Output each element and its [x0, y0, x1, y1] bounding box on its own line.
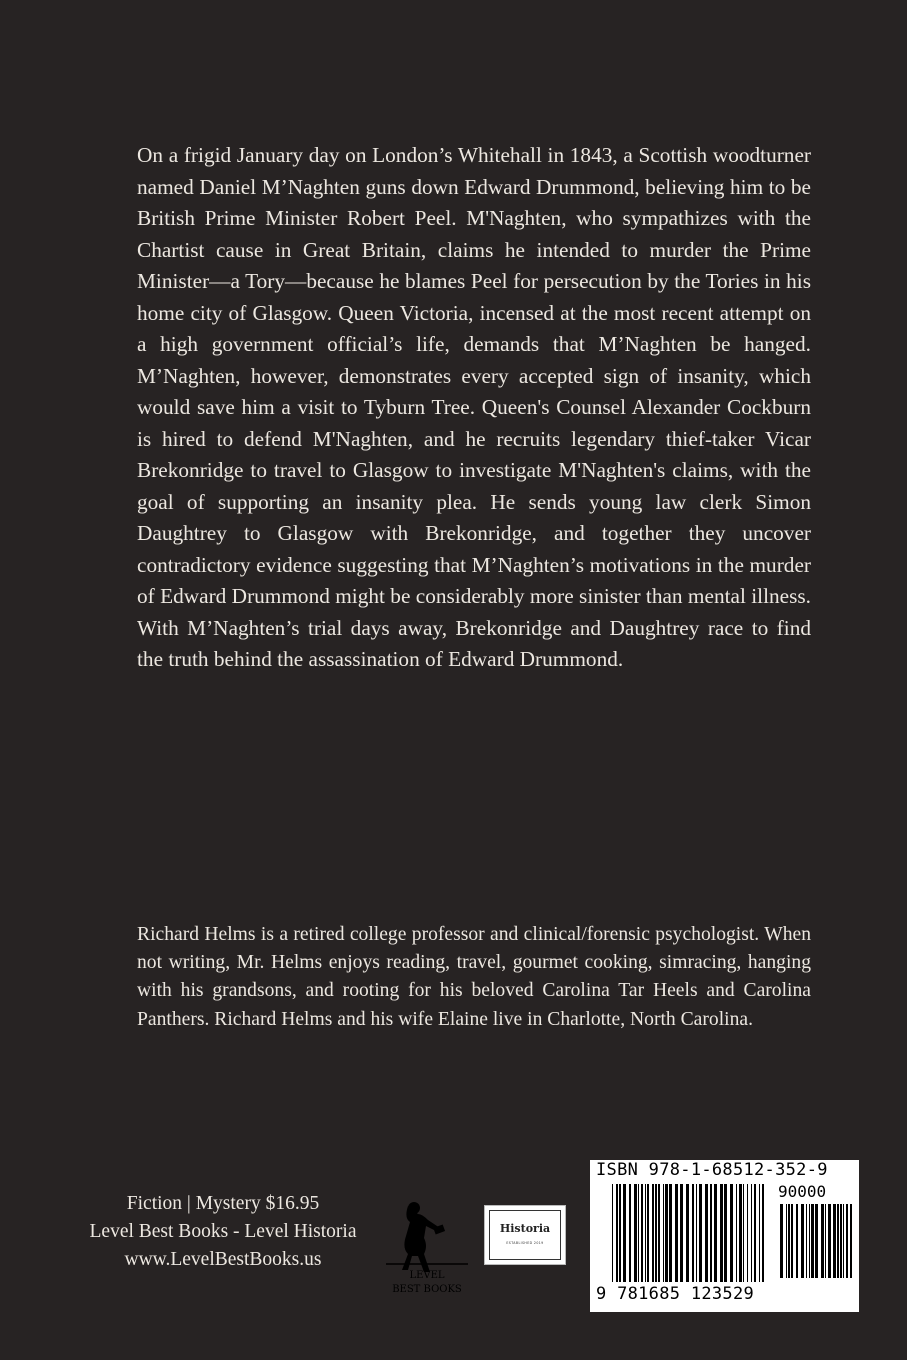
barcode-bar	[699, 1184, 702, 1282]
imprint-info	[40, 1190, 406, 1274]
barcode-bar	[821, 1204, 824, 1278]
barcode-bar	[846, 1204, 848, 1278]
barcode-bar	[641, 1184, 643, 1282]
barcode-bar	[652, 1184, 654, 1282]
barcode-bar	[780, 1204, 783, 1278]
barcode-bar	[751, 1184, 752, 1282]
level-historia-logo	[484, 1205, 566, 1265]
barcode-bar	[645, 1184, 646, 1282]
barcode-bar	[833, 1204, 836, 1278]
svg-text:LEVEL: LEVEL	[409, 1270, 445, 1281]
barcode-bar	[714, 1184, 717, 1282]
barcode-bar	[619, 1184, 621, 1282]
barcode-bar	[634, 1184, 637, 1282]
barcode-bar	[786, 1204, 787, 1278]
barcode-bar	[616, 1184, 618, 1282]
barcode-bar	[638, 1184, 639, 1282]
barcode-bar	[720, 1184, 723, 1282]
barcode-bar	[655, 1184, 657, 1282]
barcode-bar	[696, 1184, 697, 1282]
barcode-bar	[675, 1184, 678, 1282]
barcode-bar	[825, 1204, 826, 1278]
historia-wordmark: Historia	[499, 1222, 551, 1235]
isbn-label: ISBN 978-1-68512-352-9	[596, 1160, 828, 1180]
barcode-addon-digits: 90000	[778, 1182, 827, 1201]
barcode-bar	[730, 1184, 733, 1282]
barcode-bar	[710, 1184, 712, 1282]
historia-established: ESTABLISHED 2019	[506, 1241, 544, 1245]
barcode-bar	[840, 1204, 842, 1278]
barcode-bar	[736, 1184, 737, 1282]
category-price: Fiction | Mystery $16.95	[126, 1193, 320, 1214]
barcode-bar	[811, 1204, 814, 1278]
barcode-bar	[796, 1204, 798, 1278]
barcode-bar	[801, 1204, 804, 1278]
barcode-bar	[850, 1204, 852, 1278]
barcode-bar	[815, 1204, 818, 1278]
barcode-bar	[739, 1184, 742, 1282]
barcode-bar	[747, 1184, 748, 1282]
barcode-bar	[665, 1184, 668, 1282]
level-best-books-logo	[384, 1196, 470, 1300]
barcode-bar	[788, 1204, 790, 1278]
barcode-bar	[843, 1204, 844, 1278]
barcode-bar	[663, 1184, 664, 1282]
barcode-bar	[724, 1184, 727, 1282]
barcode-bar	[837, 1204, 839, 1278]
barcode-ean-digits: 9 781685 123529	[596, 1284, 755, 1304]
barcode-bar	[612, 1184, 613, 1282]
svg-text:BEST BOOKS: BEST BOOKS	[392, 1284, 462, 1295]
level-best-books-logo-icon	[384, 1196, 470, 1300]
barcode-bar	[692, 1184, 694, 1282]
author-bio: Richard Helms is a retired college professor and clinical/forensic psychologist. When not writing, Mr. Helms enjoys reading, travel, gourmet cooking, simracing, hanging with his grandsons, and rooting for his beloved Carolina Tar Heels and Carolina Panthers. Richard Helms and his wife Elaine live in Charlotte, North Carolina.	[137, 924, 811, 1030]
barcode-bar	[647, 1184, 649, 1282]
barcode-bar	[680, 1184, 683, 1282]
barcode-bar	[705, 1184, 708, 1282]
book-description: On a frigid January day on London’s Whitehall in 1843, a Scottish woodturner named Daniel M’Naghten guns down Edward Drummond, believing him to be British Prime Minister Robert Peel. M'Naghten, who sympathizes with the Chartist cause in Great Britain, claims he intended to murder the Prime Minister—a Tory—because he blames Peel for persecution by the Tories in his home city of Glasgow. Queen Victoria, incensed at the most recent attempt on a high government official’s life, demands that M’Naghten be hanged. M’Naghten, however, demonstrates every accepted sign of insanity, which would save him a visit to Tyburn Tree. Queen's Counsel Alexander Cockburn is hired to defend M'Naghten, and he recruits legendary thief-taker Vicar Brekonridge to travel to Glasgow to investigate M'Naghten's claims, with the goal of supporting an insanity plea. He sends young law clerk Simon Daughtrey to Glasgow with Brekonridge, and together they uncover contradictory evidence suggesting that M’Naghten’s motivations in the murder of Edward Drummond might be considerably more sinister than mental illness. With M’Naghten’s trial days away, Brekonridge and Daughtrey race to find the truth behind the assassination of Edward Drummond.	[137, 143, 811, 671]
barcode-bar	[686, 1184, 689, 1282]
barcode-bar	[743, 1184, 744, 1282]
isbn-barcode	[590, 1160, 859, 1312]
barcode-bar	[828, 1204, 831, 1278]
barcode-bar	[791, 1204, 793, 1278]
barcode-bar	[759, 1184, 760, 1282]
barcode-bar	[754, 1184, 756, 1282]
barcode-bar	[629, 1184, 631, 1282]
barcode-bar	[809, 1204, 810, 1278]
barcode-bar	[623, 1184, 626, 1282]
publisher-name: Level Best Books - Level Historia	[89, 1221, 357, 1242]
barcode-bar	[806, 1204, 807, 1278]
barcode-bar	[658, 1184, 660, 1282]
barcode-bar	[762, 1184, 764, 1282]
publisher-website: www.LevelBestBooks.us	[124, 1249, 322, 1270]
barcode-bar	[669, 1184, 672, 1282]
